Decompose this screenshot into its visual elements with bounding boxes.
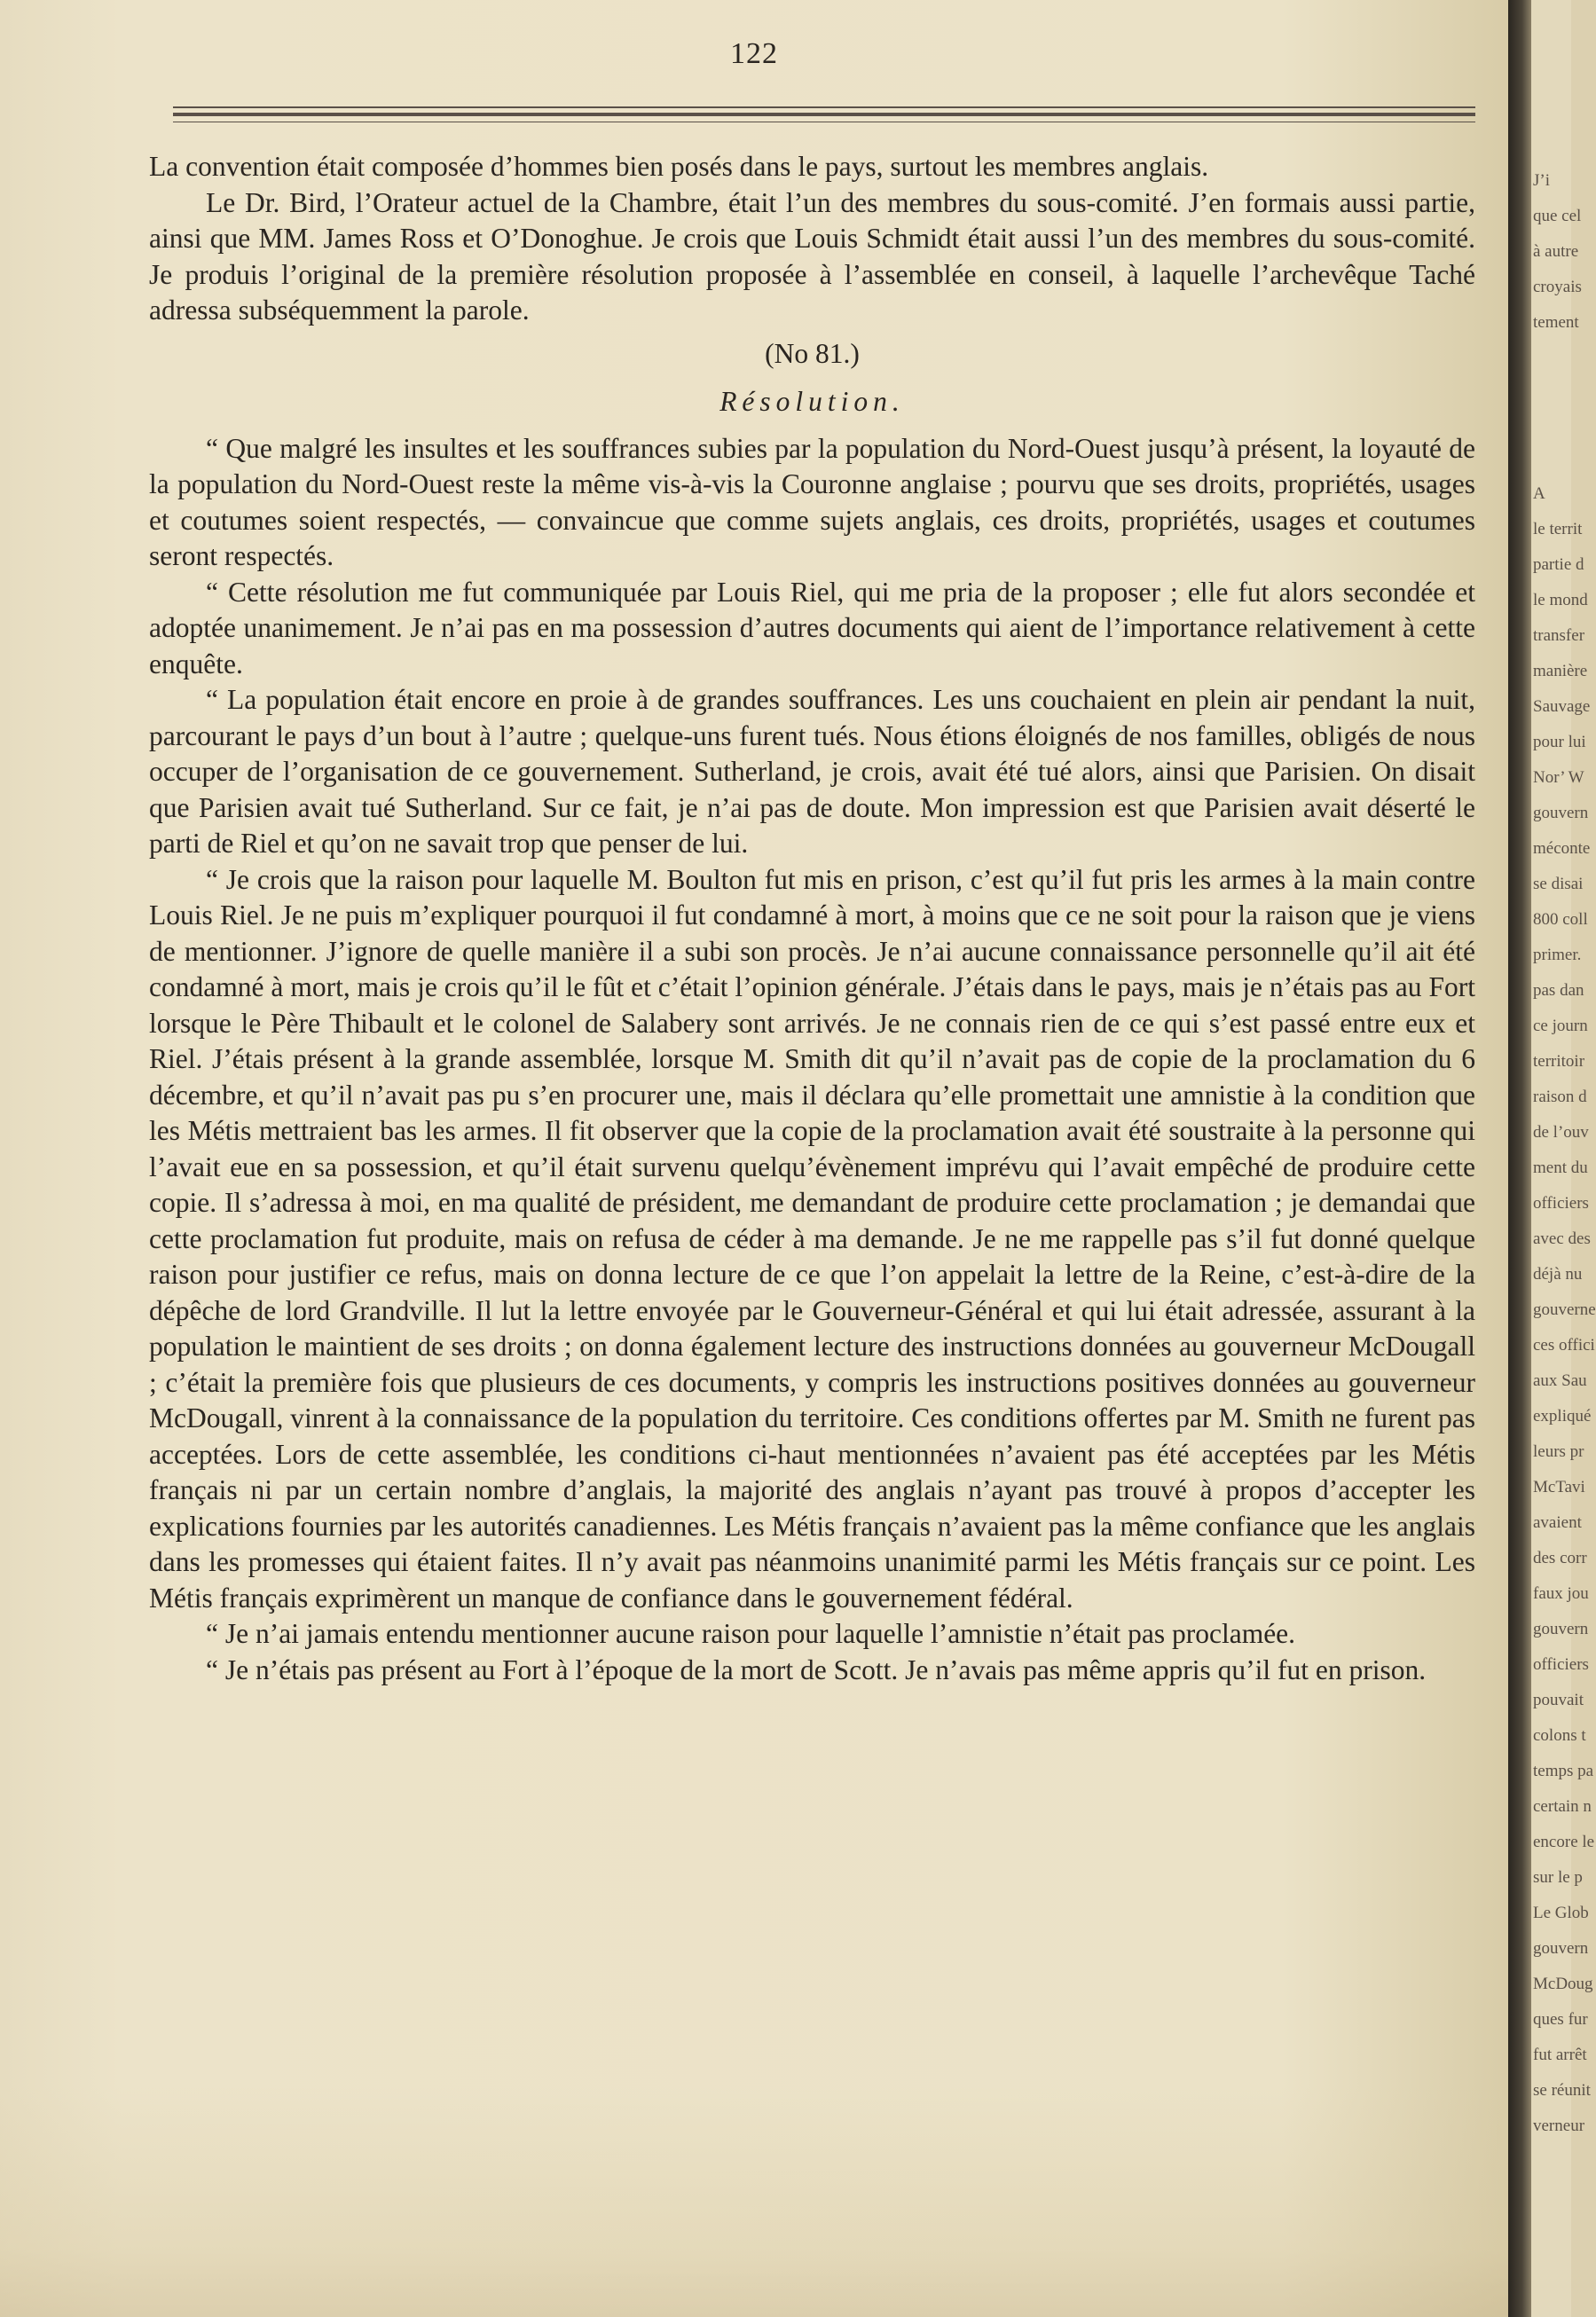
facing-page-fragment: gouvern (1533, 804, 1589, 822)
facing-page-fragment: leurs pr (1533, 1442, 1584, 1461)
facing-page-fragment: ques fur (1533, 2010, 1588, 2029)
facing-page-fragment: pas dan (1533, 981, 1584, 1000)
quoted-paragraph: “ Je crois que la raison pour laquelle M. Boulton fut mis en prison, c’est qu’il fut pris les armes à la main contre Louis Riel. Je ne puis m’expliquer pourquoi il fut condamné à mort, à moins que ce ne soit pour la raison que je viens de mentionner. J’ignore de quelle manière il a subi son procès. Je n’ai aucune connaissance personnelle qu’il ait été condamné à mort, mais je crois qu’il le fût et c’était l’opinion générale. J’étais dans le pays, mais je n’étais pas au Fort lorsque le Père Thibault et le colonel de Salabery sont arrivés. Je ne connais rien de ce qui s’est passé entre eux et Riel. J’étais présent à la grande assemblée, lorsque M. Smith dit qu’il n’avait pas de copie de la proclamation du 6 décembre, et qu’il n’avait pas pu s’en procurer une, mais il déclara qu’elle promettait une amnistie à la condition que les Métis mettraient bas les armes. Il fit observer que la copie de la proclamation avait été soustraite à la personne qui l’avait eue en sa possession, et qu’il était survenu quelqu’évènement imprévu qui l’avait empêché de produire cette copie. Il s’adressa à moi, en ma qualité de président, me demandant de produire cette proclamation ; je demandai que cette proclamation fut produite, mais on refusa de céder à ma demande. Je ne me rappelle pas s’il fut donné quelque raison pour justifier ce refus, mais on donna lecture de ce que l’on appelait la lettre de la Reine, c’est-à-dire de la dépêche de lord Grandville. Il lut la lettre envoyée par le Gouverneur-Général et qui lui était adressée, assurant à la population le maintient de ses droits ; on donna également lecture des instructions données au gouverneur McDougall ; c’était la première fois que plusieurs de ces documents, y compris les instructions positives données au gouverneur McDougall, vinrent à la connaissance de la population du territoire. Ces conditions offertes par M. Smith ne furent pas acceptées. Lors de cette assemblée, les conditions ci-haut mentionnées n’avaient pas été acceptées par les Métis français ni par un certain nombre d’anglais, la majorité des anglais n’ayant pas trouvé à propos d’accepter les explications fournies par les autorités canadiennes. Les Métis français n’avaient pas la même confiance que les anglais dans les promesses qui étaient faites. Il n’y avait pas néanmoins unanimité parmi les Métis français sur ce point. Les Métis français exprimèrent un manque de confiance dans le gouvernement fédéral. (149, 863, 1475, 1614)
facing-page-fragment: pouvait (1533, 1691, 1584, 1709)
facing-page-fragment: pour lui (1533, 733, 1586, 751)
facing-page-fragment: fut arrêt (1533, 2046, 1587, 2064)
facing-page-fragment: colons t (1533, 1726, 1586, 1745)
facing-page-fragment: croyais (1533, 278, 1582, 296)
facing-page-fragment: 800 coll (1533, 910, 1588, 929)
quoted-paragraph: “ Cette résolution me fut communiquée par Louis Riel, qui me pria de la proposer ; elle fut alors secondée et adoptée unanimement. Je n’ai pas en ma possession d’autres documents qui aient de l’importance relativement à cette enquête. (149, 576, 1475, 679)
facing-page-fragment: J’i (1533, 171, 1550, 190)
facing-page-fragment: à autre (1533, 242, 1579, 261)
facing-page-fragment: des corr (1533, 1549, 1587, 1567)
facing-page-fragment: officiers (1533, 1655, 1589, 1674)
page-number: 122 (730, 37, 778, 70)
facing-page-fragment: temps pa (1533, 1762, 1594, 1780)
facing-page-fragment: tement (1533, 313, 1579, 332)
facing-page-fragment: McTavi (1533, 1478, 1585, 1496)
facing-page-edge (1531, 0, 1596, 2317)
header-rule-top (173, 106, 1475, 108)
book-spine-gutter (1508, 0, 1531, 2317)
facing-page-fragment: de l’ouv (1533, 1123, 1589, 1142)
paper-stain (0, 2086, 1508, 2317)
facing-page-fragment: ce journ (1533, 1017, 1588, 1035)
paragraph: Le Dr. Bird, l’Orateur actuel de la Chambre, était l’un des membres du sous-comité. J’en formais aussi partie, ainsi que MM. James Ross et O’Donoghue. Je crois que Louis Schmidt était aussi l’un des membres du sous-comité. Je produis l’original de la première résolution proposée à l’assemblée en conseil, à laquelle l’archevêque Taché adressa subséquemment la parole. (149, 186, 1475, 326)
facing-page-fragment: avaient (1533, 1513, 1582, 1532)
facing-page-fragment: Le Glob (1533, 1904, 1589, 1922)
paragraph: La convention était composée d’hommes bien posés dans le pays, surtout les membres anglais. (149, 151, 1209, 182)
facing-page-fragment: certain n (1533, 1797, 1592, 1816)
facing-page-fragment: se disai (1533, 875, 1584, 893)
facing-page-fragment: transfer (1533, 626, 1585, 645)
facing-page-fragment: verneur (1533, 2117, 1585, 2135)
facing-page-fragment: déjà nu (1533, 1265, 1583, 1284)
facing-page-fragment: encore le (1533, 1833, 1595, 1851)
resolution-heading: Résolution. (719, 386, 905, 417)
quoted-paragraph: “ La population était encore en proie à de grandes souffrances. Les uns couchaient en plein air pendant la nuit, parcourant le pays d’un bout à l’autre ; quelque-uns furent tués. Nous étions éloignés de nos familles, obligés de nous occuper de l’organisation de ce gouvernement. Sutherland, je crois, avait été tué alors, ainsi que Parisien. On disait que Parisien avait tué Sutherland. Sur ce fait, je n’ai pas de doute. Mon impression est que Parisien avait déserté le parti de Riel et qu’on ne savait trop que penser de lui. (149, 684, 1475, 859)
facing-page-fragment: faux jou (1533, 1584, 1589, 1603)
facing-page-fragment: avec des (1533, 1229, 1591, 1248)
quoted-paragraph: “ Je n’ai jamais entendu mentionner aucune raison pour laquelle l’amnistie n’était pas proclamée. (206, 1618, 1296, 1649)
facing-page-fragment: gouvern (1533, 1620, 1589, 1638)
facing-page-fragment: le mond (1533, 591, 1588, 609)
page-body (149, 149, 1475, 1688)
facing-page-fragment: gouverne (1533, 1300, 1596, 1319)
facing-page-fragment: que cel (1533, 207, 1582, 225)
facing-page-fragment: Nor’ W (1533, 768, 1584, 787)
facing-page-fragment: ces offici (1533, 1336, 1595, 1355)
facing-page-fragment: se réunit (1533, 2081, 1591, 2100)
facing-page-fragment: sur le p (1533, 1868, 1583, 1887)
facing-page-fragment: aux Sau (1533, 1371, 1587, 1390)
quoted-paragraph: “ Je n’étais pas présent au Fort à l’époque de la mort de Scott. Je n’avais pas même appris qu’il fut en prison. (206, 1653, 1427, 1685)
quoted-paragraph: “ Que malgré les insultes et les souffrances subies par la population du Nord-Ouest jusqu’à présent, la loyauté de la population du Nord-Ouest reste la même vis-à-vis la Couronne anglaise ; pourvu que ses droits, propriétés, usages et coutumes soient respectés, — convaincue que comme sujets anglais, ces droits, propriétés, usages et coutumes seront respectés. (149, 432, 1475, 571)
facing-page-fragment: primer. (1533, 946, 1582, 964)
facing-page-fragment: A (1533, 484, 1545, 503)
facing-page-fragment: manière (1533, 662, 1588, 680)
facing-page-fragment: Sauvage (1533, 697, 1591, 716)
header-rule-middle (173, 113, 1475, 116)
facing-page-fragment: méconte (1533, 839, 1591, 858)
facing-page-fragment: gouvern (1533, 1939, 1589, 1958)
facing-page-fragment: le territ (1533, 520, 1583, 538)
facing-page-fragment: expliqué (1533, 1407, 1592, 1426)
facing-page-fragment: McDoug (1533, 1975, 1593, 1993)
exhibit-number-heading: (No 81.) (765, 337, 860, 369)
facing-page-fragment: officiers (1533, 1194, 1589, 1213)
facing-page-fragment: ment du (1533, 1158, 1588, 1177)
facing-page-fragment: territoir (1533, 1052, 1585, 1071)
facing-page-fragment: partie d (1533, 555, 1584, 574)
facing-page-fragment: raison d (1533, 1088, 1587, 1106)
